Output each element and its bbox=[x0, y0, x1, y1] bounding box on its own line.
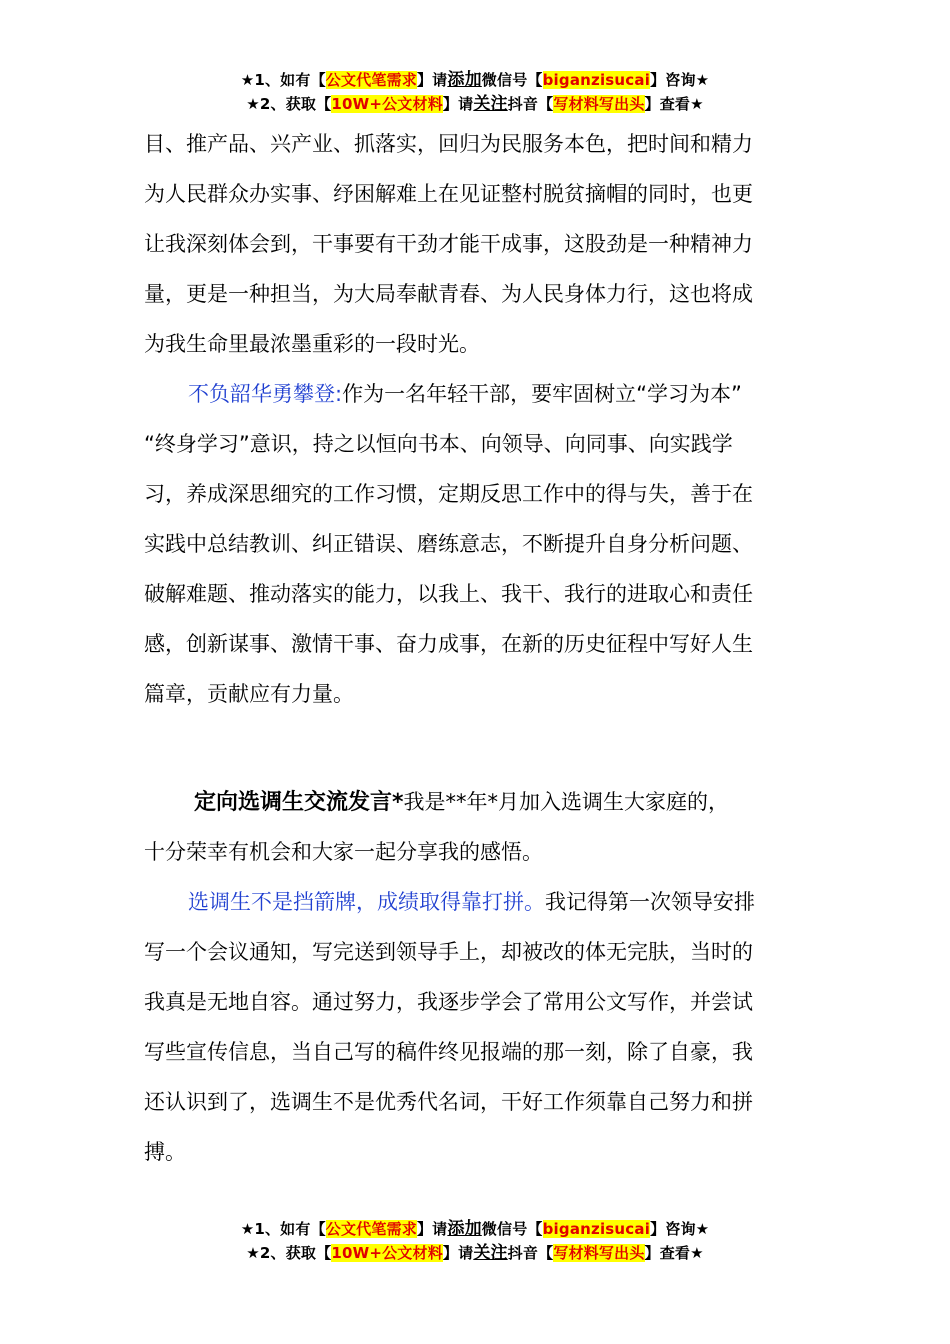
text-line: 让我深刻体会到，干事要有干劲才能干成事，这股劲是一种精神力 bbox=[144, 232, 753, 256]
highlight-text: 公文代笔需求 bbox=[325, 71, 417, 89]
underlined-text: 关注 bbox=[473, 1243, 508, 1263]
text-line: 感，创新谋事、激情干事、奋力成事，在新的历史征程中写好人生 bbox=[144, 632, 753, 656]
banner-text: ★1、如有【 bbox=[240, 1220, 326, 1238]
banner-text: 】咨询★ bbox=[650, 1220, 710, 1238]
highlight-text: 10W+公文材料 bbox=[331, 95, 443, 113]
banner-text: 抖音【 bbox=[507, 95, 554, 113]
wechat-id-highlight: biganzisucai bbox=[542, 71, 651, 89]
banner-text: 微信号【 bbox=[481, 1220, 543, 1238]
wechat-id-highlight: biganzisucai bbox=[542, 1220, 651, 1238]
banner-text: 】咨询★ bbox=[650, 71, 710, 89]
underlined-text: 添加 bbox=[447, 1219, 482, 1239]
banner-text: ★2、获取【 bbox=[246, 1244, 332, 1262]
section-heading: 定向选调生交流发言* bbox=[194, 790, 404, 815]
paragraph-lead: 选调生不是挡箭牌，成绩取得靠打拼。 bbox=[188, 890, 545, 914]
banner-text: 抖音【 bbox=[507, 1244, 554, 1262]
paragraph-2 bbox=[144, 369, 794, 719]
banner-line-1 bbox=[0, 68, 950, 92]
text-line: 我真是无地自容。通过努力，我逐步学会了常用公文写作，并尝试 bbox=[144, 990, 753, 1014]
document-body-section-2 bbox=[144, 777, 794, 1177]
banner-line-2 bbox=[0, 92, 950, 116]
text-line bbox=[144, 877, 794, 927]
text-line: 为我生命里最浓墨重彩的一段时光。 bbox=[144, 332, 480, 356]
text-line: 十分荣幸有机会和大家一起分享我的感悟。 bbox=[144, 840, 543, 864]
footer-banner bbox=[0, 1217, 950, 1265]
text-line: 破解难题、推动落实的能力，以我上、我干、我行的进取心和责任 bbox=[144, 582, 753, 606]
text-line: 还认识到了，选调生不是优秀代名词，干好工作须靠自己努力和拼 bbox=[144, 1090, 753, 1114]
text-line: 篇章，贡献应有力量。 bbox=[144, 682, 354, 706]
douyin-id-highlight: 写材料写出头 bbox=[553, 95, 645, 113]
banner-text: ★2、获取【 bbox=[246, 95, 332, 113]
highlight-text: 10W+公文材料 bbox=[331, 1244, 443, 1262]
banner-text: 】查看★ bbox=[644, 95, 704, 113]
text-line: 习，养成深思细究的工作习惯，定期反思工作中的得与失，善于在 bbox=[144, 482, 753, 506]
banner-text: 】请 bbox=[416, 71, 448, 89]
banner-text: 】请 bbox=[416, 1220, 448, 1238]
text-line: “终身学习”意识，持之以恒向书本、向领导、向同事、向实践学 bbox=[144, 432, 733, 456]
text-line: 写一个会议通知，写完送到领导手上，却被改的体无完肤，当时的 bbox=[144, 940, 753, 964]
text-line: 搏。 bbox=[144, 1140, 186, 1164]
banner-text: 】查看★ bbox=[644, 1244, 704, 1262]
banner-text: 】请 bbox=[442, 95, 474, 113]
highlight-text: 公文代笔需求 bbox=[325, 1220, 417, 1238]
text-line: 量，更是一种担当，为大局奉献青春、为人民身体力行，这也将成 bbox=[144, 282, 753, 306]
underlined-text: 添加 bbox=[447, 70, 482, 90]
paragraph-1 bbox=[144, 119, 794, 369]
text-span: 我是**年*月加入选调生大家庭的， bbox=[403, 790, 730, 814]
paragraph-4 bbox=[144, 877, 794, 1177]
text-line: 目、推产品、兴产业、抓落实，回归为民服务本色，把时间和精力 bbox=[144, 132, 753, 156]
text-span: 作为一名年轻干部，要牢固树立“学习为本” bbox=[342, 382, 742, 406]
douyin-id-highlight: 写材料写出头 bbox=[553, 1244, 645, 1262]
text-line: 为人民群众办实事、纾困解难上在见证整村脱贫摘帽的同时，也更 bbox=[144, 182, 753, 206]
text-line: 写些宣传信息，当自己写的稿件终见报端的那一刻，除了自豪，我 bbox=[144, 1040, 753, 1064]
banner-text: 】请 bbox=[442, 1244, 474, 1262]
paragraph-lead: 不负韶华勇攀登: bbox=[188, 382, 343, 406]
text-line: 实践中总结教训、纠正错误、磨练意志，不断提升自身分析问题、 bbox=[144, 532, 753, 556]
underlined-text: 关注 bbox=[473, 94, 508, 114]
banner-text: 微信号【 bbox=[481, 71, 543, 89]
text-line bbox=[144, 369, 794, 419]
header-banner bbox=[0, 68, 950, 116]
banner-text: ★1、如有【 bbox=[240, 71, 326, 89]
document-body bbox=[144, 119, 794, 719]
banner-line-1 bbox=[0, 1217, 950, 1241]
banner-line-2 bbox=[0, 1241, 950, 1265]
text-span: 我记得第一次领导安排 bbox=[545, 890, 755, 914]
heading-line bbox=[144, 777, 794, 827]
